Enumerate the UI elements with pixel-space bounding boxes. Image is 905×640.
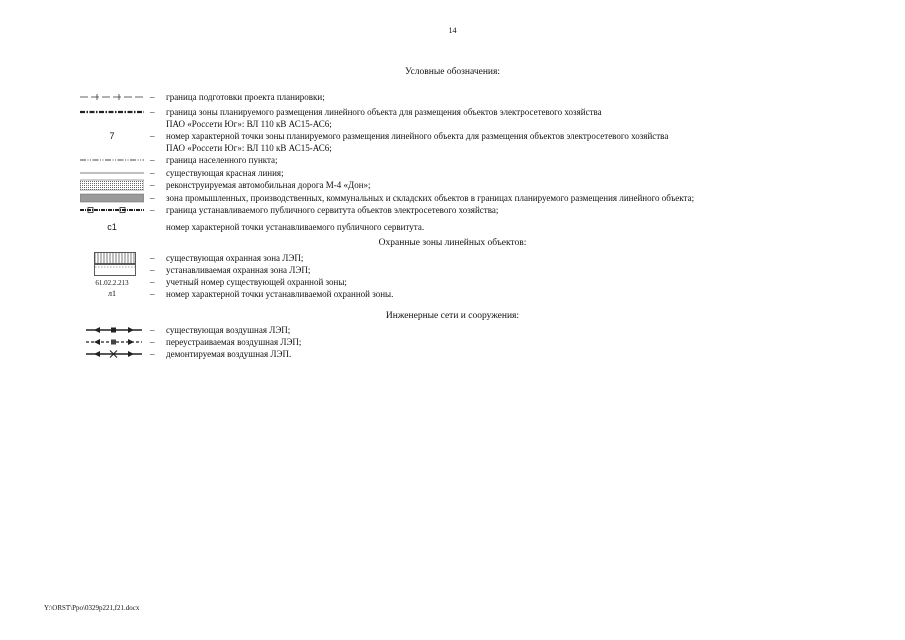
dash: –	[150, 180, 155, 190]
dash: –	[150, 253, 155, 263]
legend-text: существующая воздушная ЛЭП;	[166, 325, 291, 335]
legend-text: граница подготовки проекта планировки;	[166, 92, 325, 102]
page-number: 14	[448, 26, 457, 35]
legend-text: граница устанавливаемого публичного сервитута объектов электросетевого хозяйства;	[166, 205, 499, 215]
legend-row	[0, 264, 905, 276]
placement-zone-line-icon	[80, 106, 144, 118]
legend-row	[0, 91, 905, 103]
servitude-point-label: с1	[107, 222, 117, 232]
settlement-boundary-line-icon	[80, 154, 144, 166]
servitude-boundary-line-icon	[80, 204, 144, 216]
dash: –	[150, 289, 155, 299]
existing-protection-zone-hatch-icon	[94, 252, 136, 264]
protection-zones-title: Охранные зоны линейных объектов:	[378, 238, 527, 248]
legend-text: существующая охранная зона ЛЭП;	[166, 253, 304, 263]
zone-registry-number-label: 61.02.2.213	[95, 279, 129, 287]
dash: –	[150, 205, 155, 215]
dash: –	[150, 193, 155, 203]
dash: –	[150, 277, 155, 287]
legend-row	[0, 154, 905, 166]
dash: –	[150, 131, 155, 141]
legend-text-continued: ПАО «Россети Юг»: ВЛ 110 кВ АС15-АС6;	[166, 119, 332, 129]
legend-row	[0, 192, 905, 204]
legend-text: номер характерной точки устанавливаемой охранной зоны.	[166, 289, 394, 299]
legend-row	[0, 106, 905, 118]
legend-row	[0, 167, 905, 179]
legend-text: номер характерной точки устанавливаемого публичного сервитута.	[166, 222, 425, 232]
file-path-footer: Y:\ORST\Ppo\0329p221,f21.docx	[44, 604, 140, 612]
legend-row	[0, 324, 905, 336]
legend-text: учетный номер существующей охранной зоны;	[166, 277, 347, 287]
legend-text: устанавливаемая охранная зона ЛЭП;	[166, 265, 311, 275]
legend-text: граница зоны планируемого размещения линейного объекта для размещения объектов электросетевого хозяйства	[166, 107, 602, 117]
dash: –	[150, 168, 155, 178]
legend-row	[0, 130, 905, 142]
legend-text: демонтируемая воздушная ЛЭП.	[166, 349, 292, 359]
legend-row	[0, 221, 905, 233]
legend-row	[0, 288, 905, 300]
legend-text: номер характерной точки зоны планируемого размещения линейного объекта для размещения объектов электросетевого хозяйства	[166, 131, 669, 141]
dash: –	[150, 325, 155, 335]
legend-row	[0, 348, 905, 360]
legend-row	[0, 336, 905, 348]
point-number-label: 7	[109, 131, 115, 141]
reconstructed-road-hatch-icon	[80, 179, 144, 191]
legend-title: Условные обозначения:	[404, 67, 500, 77]
dash: –	[150, 92, 155, 102]
planned-protection-zone-hatch-icon	[94, 264, 136, 276]
dash: –	[150, 337, 155, 347]
legend-row	[0, 204, 905, 216]
legend-text: реконструируемая автомобильная дорога М-4 «Дон»;	[166, 180, 371, 190]
dash: –	[150, 349, 155, 359]
legend-row	[0, 276, 905, 288]
dismantled-power-line-icon	[86, 348, 142, 360]
legend-row	[0, 179, 905, 191]
legend-text: зона промышленных, производственных, коммунальных и складских объектов в границах планируемого размещения линейного объекта;	[166, 193, 695, 203]
legend-text: переустраиваемая воздушная ЛЭП;	[166, 337, 302, 347]
dash: –	[150, 155, 155, 165]
industrial-zone-fill-icon	[80, 192, 144, 204]
dash: –	[150, 107, 155, 117]
planning-boundary-line-icon	[80, 91, 144, 103]
legend-text: граница населенного пункта;	[166, 155, 278, 165]
networks-title: Инженерные сети и сооружения:	[385, 311, 520, 321]
existing-power-line-icon	[86, 324, 142, 336]
protection-point-label: л1	[108, 289, 116, 298]
red-line-icon	[80, 167, 144, 179]
legend-row	[0, 252, 905, 264]
legend-text: существующая красная линия;	[166, 168, 284, 178]
dash: –	[150, 265, 155, 275]
rebuilt-power-line-icon	[86, 336, 142, 348]
legend-text-continued: ПАО «Россети Юг»: ВЛ 110 кВ АС15-АС6;	[166, 143, 332, 153]
